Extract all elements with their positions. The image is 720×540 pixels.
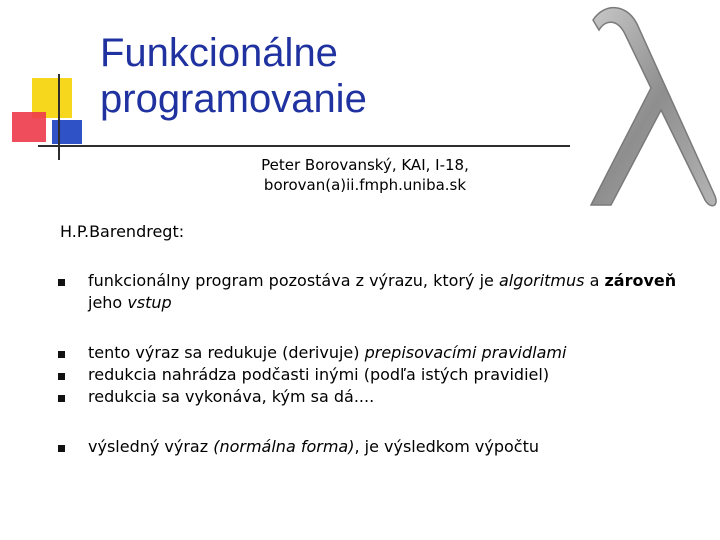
bullet-text: redukcia nahrádza podčasti inými (podľa istých pravidiel) <box>88 365 550 384</box>
bullet-emphasis: algoritmus <box>498 271 585 290</box>
bullet-strong: zároveň <box>604 271 677 290</box>
author-name: Peter Borovanský, KAI, I-18, <box>261 156 469 174</box>
bullet-text: tento výraz sa redukuje (derivuje) <box>88 343 365 362</box>
bullet-text: funkcionálny program pozostáva z výrazu, ktorý je <box>88 271 499 290</box>
list-item <box>58 436 698 458</box>
decor-vertical-line <box>58 74 60 160</box>
bullet-text: a <box>584 271 605 290</box>
decor-red-square <box>12 112 46 142</box>
title-line-1: Funkcionálne <box>100 31 338 75</box>
bullet-list <box>58 270 698 458</box>
bullet-text: výsledný výraz <box>88 437 214 456</box>
bullet-emphasis: prepisovacími pravidlami <box>364 343 567 362</box>
bullet-text: jeho <box>88 293 128 312</box>
list-item <box>58 270 698 314</box>
author-info <box>230 155 500 195</box>
author-email: borovan(a)ii.fmph.uniba.sk <box>263 176 467 194</box>
list-item <box>58 364 698 386</box>
title-line-2: programovanie <box>100 77 367 121</box>
decor-horizontal-line <box>38 145 570 147</box>
list-item <box>58 342 698 364</box>
decor-blue-square <box>52 120 82 144</box>
bullet-text: , je výsledkom výpočtu <box>354 437 539 456</box>
slide-title <box>100 30 367 122</box>
lambda-symbol-icon <box>565 0 720 215</box>
bullet-emphasis: vstup <box>127 293 172 312</box>
intro-heading: H.P.Barendregt: <box>60 222 185 241</box>
list-item <box>58 386 698 408</box>
bullet-text: redukcia sa vykonáva, kým sa dá.... <box>88 387 375 406</box>
bullet-emphasis: (normálna forma) <box>213 437 355 456</box>
